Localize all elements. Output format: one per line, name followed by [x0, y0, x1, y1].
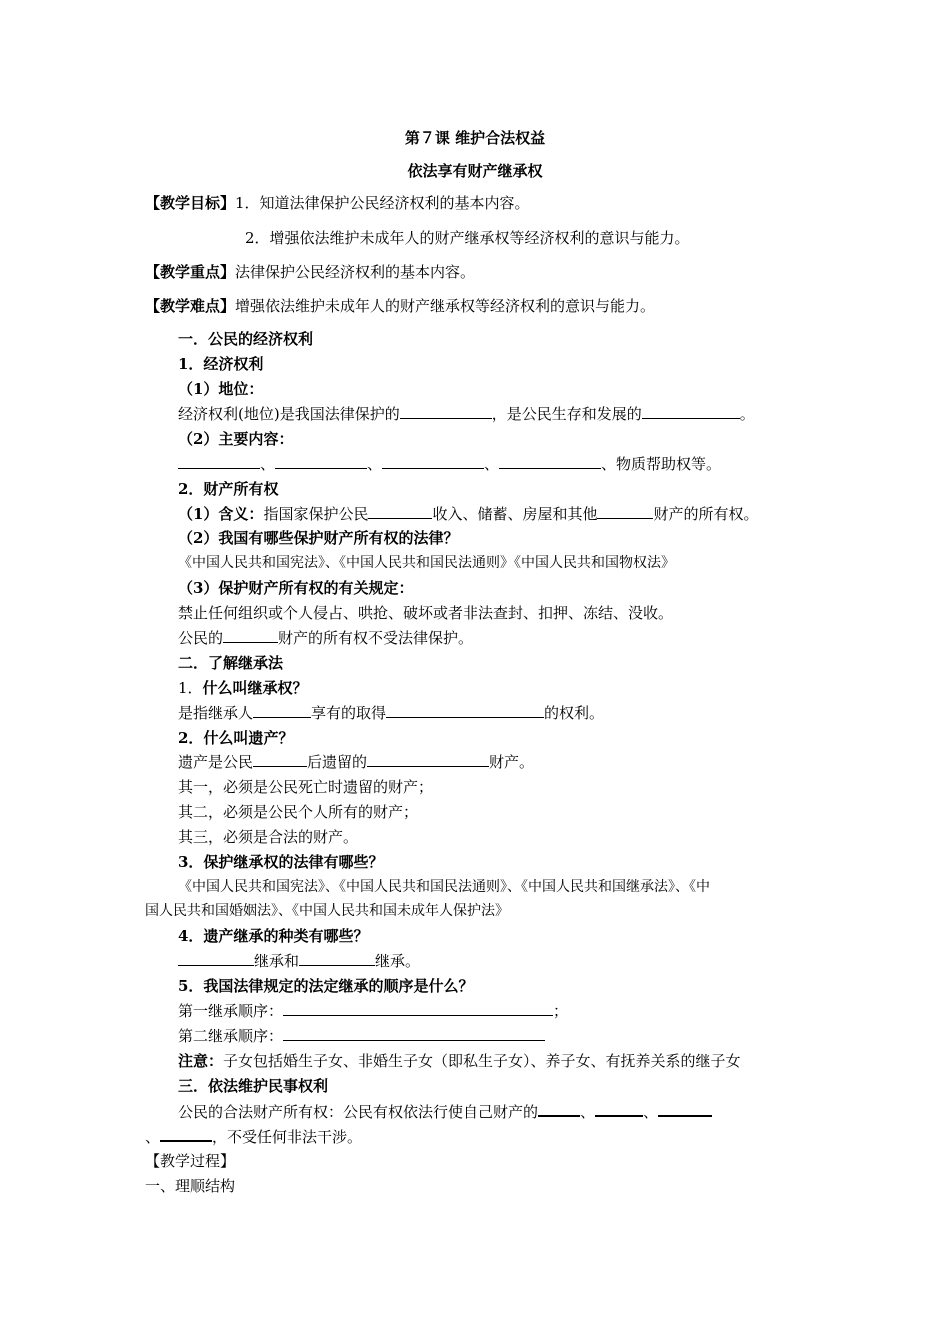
content-tail: 、物质帮助权等。: [601, 455, 722, 473]
section-1-heading: 一．公民的经济权利: [178, 330, 314, 348]
answer-2-text-a: 遗产是公民: [178, 753, 254, 771]
answer-3-line-2: 国人民共和国婚姻法》、《中国人民共和国未成年人保护法》: [145, 903, 509, 919]
answer-1: [178, 703, 604, 723]
teaching-difficulty: [145, 296, 655, 316]
first-order-end: ；: [553, 1002, 569, 1020]
fill-blank[interactable]: [160, 1126, 212, 1142]
fill-blank[interactable]: [368, 504, 432, 519]
question-3: 3．保护继承权的法律有哪些？: [178, 853, 384, 871]
page-title: 第７课 维护合法权益: [404, 129, 546, 147]
status-text-a: 经济权利(地位)是我国法律保护的: [178, 405, 400, 423]
separator: 、: [580, 1103, 596, 1121]
section-3-line-1: [178, 1101, 712, 1122]
answer-2-point-2: 其二，必须是公民个人所有的财产；: [178, 803, 419, 821]
fill-blank[interactable]: [299, 951, 375, 966]
answer-2: [178, 752, 534, 772]
separator: 、: [145, 1128, 161, 1146]
meaning-line: [178, 504, 759, 524]
section-3-heading: 三．依法维护民事权利: [178, 1077, 329, 1095]
fill-blank[interactable]: [283, 1026, 545, 1041]
note-text: 子女包括婚生子女、非婚生子女（即私生子女）、养子女、有抚养关系的继子女: [223, 1052, 741, 1070]
status-text-b: ，是公民生存和发展的: [491, 405, 642, 423]
fill-blank[interactable]: [499, 454, 601, 469]
difficulty-label: 【教学难点】: [145, 297, 236, 315]
fill-blank[interactable]: [253, 703, 311, 718]
second-order-line: [178, 1026, 545, 1046]
rules-text-a: 公民的: [178, 629, 224, 647]
property-ownership-heading: 2．财产所有权: [178, 480, 279, 498]
answer-3-line-1: 《中国人民共和国宪法》、《中国人民共和国民法通则》、《中国人民共和国继承法》、《中: [178, 879, 710, 895]
teaching-focus: [145, 262, 475, 282]
rules-line-1: 禁止任何组织或个人侵占、哄抢、破坏或者非法查封、扣押、冻结、没收。: [178, 604, 674, 622]
question-2: 2．什么叫遗产？: [178, 729, 294, 747]
status-label: （1）地位：: [178, 380, 264, 398]
goals-item-1: 1．知道法律保护公民经济权利的基本内容。: [235, 194, 530, 212]
meaning-text-b: 收入、储蓄、房屋和其他: [432, 505, 598, 523]
fill-blank[interactable]: [223, 628, 278, 643]
fill-blank[interactable]: [283, 1001, 553, 1016]
first-order-line: [178, 1001, 568, 1021]
answer-4: [178, 951, 420, 971]
note-label: 注意：: [178, 1052, 224, 1070]
rules-text-b: 财产的所有权不受法律保护。: [278, 629, 474, 647]
answer-1-text-a: 是指继承人: [178, 704, 254, 722]
fill-blank[interactable]: [367, 752, 489, 767]
question-1-number: 1．: [178, 679, 203, 697]
rules-question: （3）保护财产所有权的有关规定：: [178, 579, 414, 597]
fill-blank[interactable]: [595, 1101, 643, 1117]
section-3-tail: ，不受任何非法干涉。: [212, 1128, 363, 1146]
process-item-1: 一、理顺结构: [145, 1177, 236, 1195]
status-line: [178, 404, 755, 424]
question-1: [178, 678, 308, 698]
fill-blank[interactable]: [386, 703, 544, 718]
answer-4-text-b: 继承。: [375, 952, 421, 970]
meaning-text-a: 指国家保护公民: [263, 505, 369, 523]
page-subtitle: 依法享有财产继承权: [407, 162, 543, 180]
note-line: [178, 1051, 741, 1071]
main-content-line: [178, 454, 721, 474]
difficulty-text: 增强依法维护未成年人的财产继承权等经济权利的意识与能力。: [235, 297, 656, 315]
answer-4-text-a: 继承和: [254, 952, 300, 970]
question-4: 4．遗产继承的种类有哪些？: [178, 927, 369, 945]
section-3-text: 公民的合法财产所有权：公民有权依法行使自己财产的: [178, 1103, 539, 1121]
fill-blank[interactable]: [253, 752, 307, 767]
separator: 、: [260, 455, 276, 473]
answer-1-text-b: 享有的取得: [311, 704, 387, 722]
goals-item-2: 2．增强依法维护未成年人的财产继承权等经济权利的意识与能力。: [245, 229, 690, 247]
second-order-label: 第二继承顺序：: [178, 1027, 284, 1045]
answer-2-text-c: 财产。: [489, 753, 535, 771]
fill-blank[interactable]: [597, 504, 653, 519]
fill-blank[interactable]: [382, 454, 484, 469]
laws-question: （2）我国有哪些保护财产所有权的法律？: [178, 529, 459, 547]
status-text-c: 。: [739, 405, 755, 423]
fill-blank[interactable]: [538, 1101, 580, 1117]
teaching-goals: [145, 193, 530, 213]
fill-blank[interactable]: [642, 404, 740, 419]
first-order-label: 第一继承顺序：: [178, 1002, 284, 1020]
focus-text: 法律保护公民经济权利的基本内容。: [235, 263, 476, 281]
fill-blank[interactable]: [658, 1101, 712, 1117]
focus-label: 【教学重点】: [145, 263, 236, 281]
section-3-line-2: [145, 1126, 362, 1147]
answer-1-text-c: 的权利。: [544, 704, 605, 722]
section-2-heading: 二．了解继承法: [178, 654, 284, 672]
question-5: 5．我国法律规定的法定继承的顺序是什么？: [178, 977, 474, 995]
fill-blank[interactable]: [178, 454, 260, 469]
rules-line-2: [178, 628, 473, 648]
meaning-text-c: 财产的所有权。: [653, 505, 759, 523]
separator: 、: [484, 455, 500, 473]
economic-rights-heading: 1．经济权利: [178, 355, 264, 373]
question-1-text: 什么叫继承权？: [202, 679, 308, 697]
goals-label: 【教学目标】: [145, 194, 236, 212]
laws-answer: 《中国人民共和国宪法》、《中国人民共和国民法通则》《中国人民共和国物权法》: [178, 555, 675, 571]
teaching-process-label: 【教学过程】: [145, 1152, 236, 1170]
fill-blank[interactable]: [275, 454, 367, 469]
meaning-label: （1）含义：: [178, 505, 264, 523]
separator: 、: [643, 1103, 659, 1121]
answer-2-point-3: 其三，必须是合法的财产。: [178, 828, 359, 846]
answer-2-point-1: 其一，必须是公民死亡时遗留的财产；: [178, 778, 434, 796]
fill-blank[interactable]: [178, 951, 254, 966]
main-content-label: （2）主要内容：: [178, 430, 294, 448]
fill-blank[interactable]: [400, 404, 492, 419]
separator: 、: [367, 455, 383, 473]
answer-2-text-b: 后遗留的: [307, 753, 368, 771]
